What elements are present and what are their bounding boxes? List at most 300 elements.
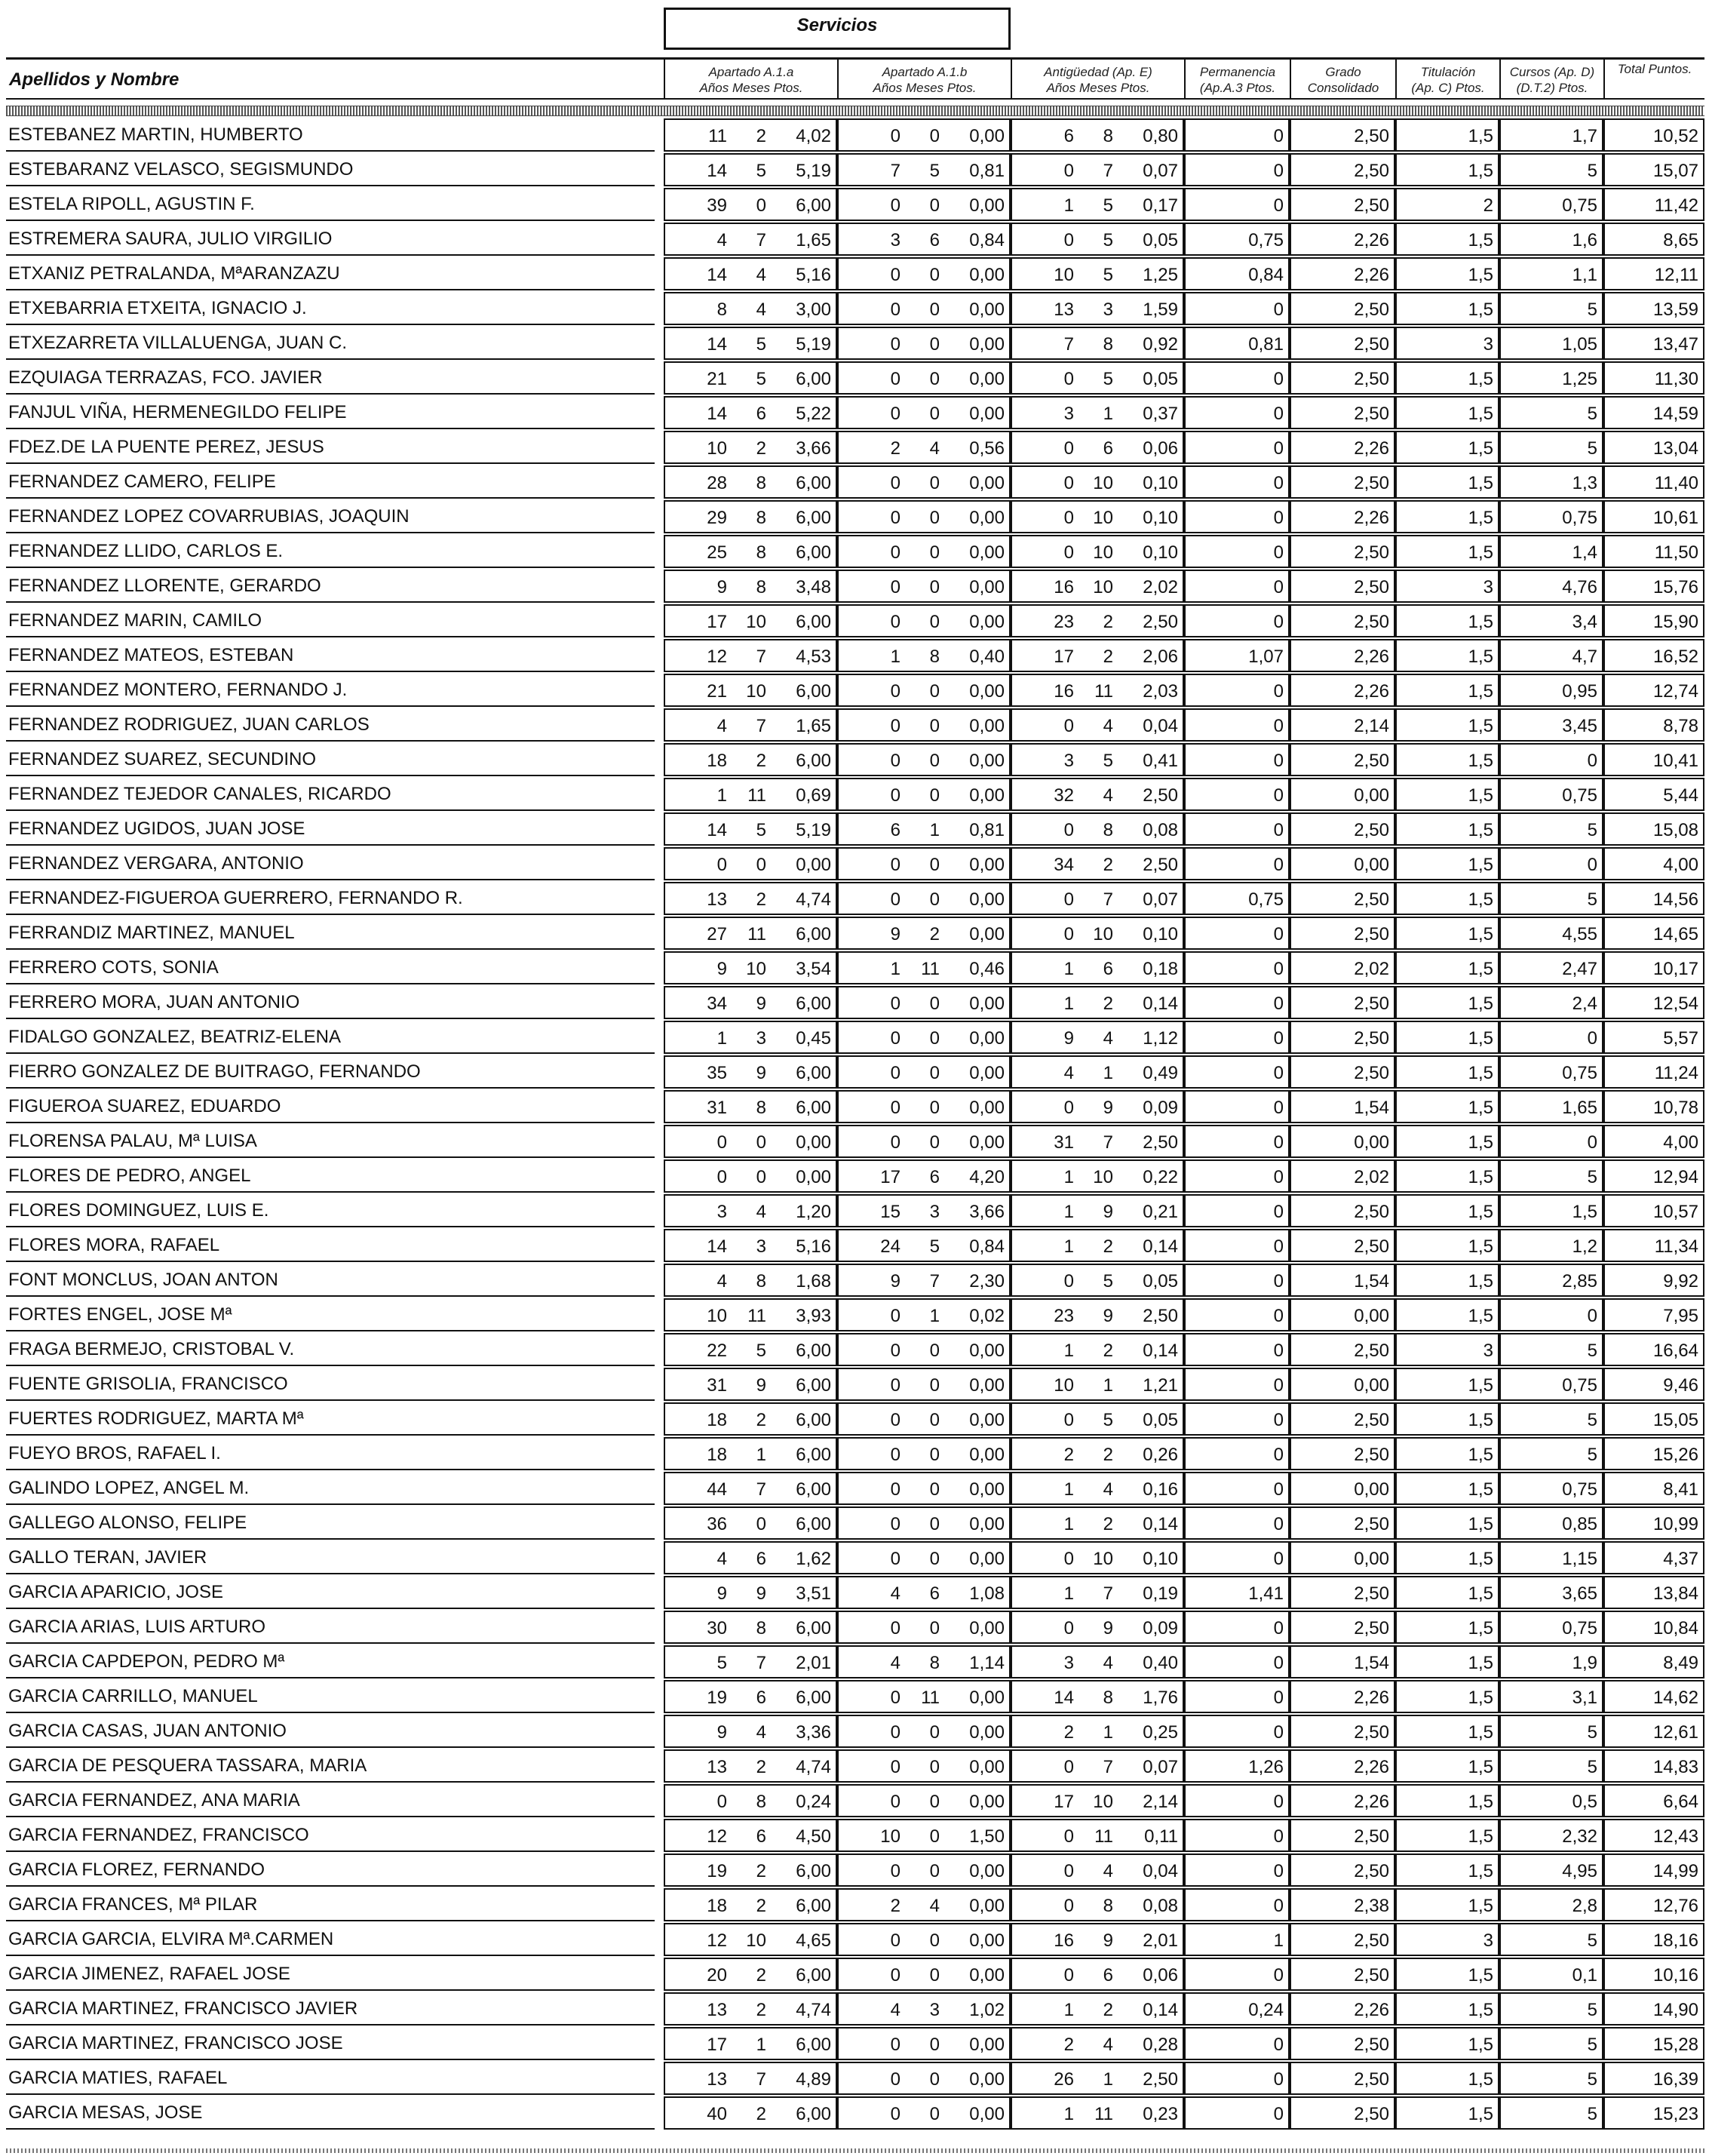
cell-apartado-a1a: [664, 223, 837, 256]
cell-permanencia: 0: [1184, 1194, 1290, 1227]
cell-apartado-a1a-years: 9: [716, 959, 727, 979]
cell-apartado-a1b: [837, 1749, 1011, 1783]
cell-apartado-a1b-months: 0: [929, 1514, 940, 1534]
header-antig-line1: Antigüedad (Ap. E): [1044, 64, 1152, 79]
cell-antiguedad-months: 5: [1103, 1271, 1113, 1291]
cell-cursos: 4,95: [1499, 1853, 1603, 1887]
cell-total: 5,57: [1603, 1021, 1704, 1054]
cell-apartado-a1a-months: 4: [756, 1722, 766, 1743]
cell-permanencia: 0: [1184, 604, 1290, 637]
cell-apartado-a1a-months: 2: [756, 889, 766, 910]
header-perm-line2: (Ap.A.3 Ptos.: [1199, 80, 1276, 95]
cell-antiguedad-points: 0,04: [1143, 716, 1178, 736]
cell-antiguedad: [1011, 1090, 1184, 1123]
cell-antiguedad-months: 2: [1103, 646, 1113, 667]
cell-apartado-a1a-years: 27: [707, 924, 727, 944]
cell-apartado-a1b: [837, 188, 1011, 221]
cell-apartado-a1a-months: 8: [756, 542, 766, 563]
cell-apartado-a1a-years: 13: [707, 1757, 727, 1777]
cell-apartado-a1b: [837, 1853, 1011, 1887]
cell-apartado-a1b-points: 0,00: [969, 1514, 1005, 1534]
cell-cursos: 1,6: [1499, 223, 1603, 256]
cell-antiguedad-points: 0,08: [1143, 820, 1178, 840]
cell-grado: 2,50: [1290, 2096, 1395, 2130]
cell-cursos: 2,32: [1499, 1819, 1603, 1852]
cell-apartado-a1b-points: 0,00: [969, 1965, 1005, 1986]
cell-total: 12,54: [1603, 986, 1704, 1019]
cell-total: 15,26: [1603, 1437, 1704, 1470]
cell-antiguedad-points: 0,07: [1143, 889, 1178, 910]
cell-antiguedad-years: 0: [1063, 473, 1074, 493]
header-separator: [6, 106, 1704, 116]
cell-antiguedad-months: 10: [1093, 577, 1113, 597]
cell-name: FERNANDEZ MARIN, CAMILO: [6, 604, 655, 637]
cell-apartado-a1a-months: 6: [756, 1826, 766, 1847]
cell-name: GARCIA MARTINEZ, FRANCISCO JOSE: [6, 2027, 655, 2060]
cell-cursos: 1,3: [1499, 465, 1603, 499]
cell-apartado-a1b-years: 0: [890, 508, 901, 528]
cell-apartado-a1a-years: 0: [716, 1167, 727, 1187]
cell-name: FERRANDIZ MARTINEZ, MANUEL: [6, 917, 655, 950]
cell-grado: 2,50: [1290, 1958, 1395, 1991]
cell-apartado-a1a: [664, 1611, 837, 1644]
cell-grado: 2,50: [1290, 743, 1395, 776]
cell-apartado-a1b-months: 1: [929, 1306, 940, 1326]
cell-antiguedad-years: 0: [1063, 438, 1074, 459]
cell-antiguedad-months: 2: [1103, 855, 1113, 875]
cell-apartado-a1b-months: 0: [929, 1930, 940, 1951]
cell-antiguedad-months: 5: [1103, 751, 1113, 771]
cell-antiguedad-years: 1: [1063, 195, 1074, 216]
cell-name: FONT MONCLUS, JOAN ANTON: [6, 1264, 655, 1297]
cell-total: 9,92: [1603, 1264, 1704, 1297]
cell-permanencia: 0: [1184, 1021, 1290, 1054]
cell-apartado-a1a-years: 18: [707, 1445, 727, 1465]
cell-apartado-a1b-points: 0,00: [969, 195, 1005, 216]
cell-apartado-a1a-points: 4,65: [796, 1930, 831, 1951]
cell-apartado-a1a-points: 6,00: [796, 1410, 831, 1430]
cell-name: GARCIA APARICIO, JOSE: [6, 1576, 655, 1609]
cell-cursos: 0,75: [1499, 778, 1603, 811]
cell-titulacion: 1,5: [1395, 1819, 1499, 1852]
cell-name: GARCIA MARTINEZ, FRANCISCO JAVIER: [6, 1992, 655, 2025]
cell-antiguedad: [1011, 674, 1184, 707]
cell-apartado-a1a-points: 3,00: [796, 299, 831, 320]
cell-antiguedad: [1011, 361, 1184, 395]
cell-permanencia: 0: [1184, 500, 1290, 533]
cell-apartado-a1b-years: 0: [890, 1028, 901, 1049]
cell-apartado-a1b: [837, 882, 1011, 915]
cell-grado: 2,50: [1290, 604, 1395, 637]
header-grado-line2: Consolidado: [1307, 80, 1379, 95]
cell-apartado-a1a-months: 0: [756, 1132, 766, 1153]
cell-antiguedad-points: 0,09: [1143, 1618, 1178, 1638]
cell-apartado-a1a: [664, 1090, 837, 1123]
cell-antiguedad-points: 0,07: [1143, 161, 1178, 181]
cell-grado: 2,26: [1290, 1749, 1395, 1783]
table-row: [6, 604, 1704, 637]
cell-antiguedad-years: 7: [1063, 334, 1074, 355]
cell-apartado-a1b-years: 0: [890, 1688, 901, 1708]
cell-apartado-a1a-points: 6,00: [796, 1618, 831, 1638]
cell-cursos: 0: [1499, 1021, 1603, 1054]
cell-antiguedad: [1011, 223, 1184, 256]
cell-antiguedad-years: 1: [1063, 1167, 1074, 1187]
cell-apartado-a1a-points: 3,36: [796, 1722, 831, 1743]
cell-grado: 2,50: [1290, 1576, 1395, 1609]
cell-apartado-a1a-years: 4: [716, 716, 727, 736]
cell-apartado-a1b: [837, 2027, 1011, 2060]
cell-permanencia: 0: [1184, 743, 1290, 776]
cell-apartado-a1b: [837, 570, 1011, 603]
cell-apartado-a1a: [664, 1298, 837, 1331]
cell-name: FLORES DOMINGUEZ, LUIS E.: [6, 1194, 655, 1227]
cell-apartado-a1a-months: 9: [756, 994, 766, 1014]
cell-apartado-a1b: [837, 1194, 1011, 1227]
table-row: [6, 292, 1704, 325]
cell-antiguedad-points: 0,07: [1143, 1757, 1178, 1777]
cell-name: FERRERO MORA, JUAN ANTONIO: [6, 986, 655, 1019]
cell-grado: 2,50: [1290, 1715, 1395, 1748]
cell-apartado-a1b-years: 0: [890, 1965, 901, 1986]
cell-apartado-a1a: [664, 292, 837, 325]
cell-apartado-a1b: [837, 1576, 1011, 1609]
cell-apartado-a1b: [837, 1402, 1011, 1436]
cell-apartado-a1b-points: 4,20: [969, 1167, 1005, 1187]
cell-apartado-a1a: [664, 639, 837, 672]
cell-apartado-a1b-years: 0: [890, 265, 901, 285]
cell-apartado-a1a-months: 7: [756, 1653, 766, 1673]
cell-apartado-a1a-points: 2,01: [796, 1653, 831, 1673]
cell-antiguedad-years: 0: [1063, 1618, 1074, 1638]
cell-apartado-a1a-points: 6,00: [796, 1063, 831, 1083]
cell-antiguedad-years: 13: [1054, 299, 1074, 320]
table-row: [6, 396, 1704, 429]
cell-apartado-a1a: [664, 1784, 837, 1817]
cell-apartado-a1a-months: 5: [756, 369, 766, 389]
cell-permanencia: 0: [1184, 1853, 1290, 1887]
table-row: [6, 570, 1704, 603]
cell-apartado-a1a: [664, 1055, 837, 1089]
cell-permanencia: 0: [1184, 1784, 1290, 1817]
cell-apartado-a1a: [664, 118, 837, 152]
cell-total: 15,76: [1603, 570, 1704, 603]
cell-antiguedad-years: 6: [1063, 126, 1074, 146]
cell-apartado-a1b-points: 0,00: [969, 577, 1005, 597]
cell-apartado-a1b-points: 0,00: [969, 751, 1005, 771]
header-a1b-line1: Apartado A.1.b: [882, 64, 968, 79]
cell-apartado-a1a: [664, 882, 837, 915]
cell-apartado-a1b-years: 0: [890, 195, 901, 216]
cell-apartado-a1a-points: 5,16: [796, 1236, 831, 1257]
cell-apartado-a1a-points: 5,16: [796, 265, 831, 285]
cell-antiguedad-points: 0,17: [1143, 195, 1178, 216]
cell-titulacion: 1,5: [1395, 1680, 1499, 1713]
cell-cursos: 1,2: [1499, 1229, 1603, 1262]
cell-apartado-a1b: [837, 535, 1011, 568]
cell-apartado-a1b-years: 0: [890, 1722, 901, 1743]
cell-antiguedad-points: 0,08: [1143, 1896, 1178, 1916]
cell-total: 10,16: [1603, 1958, 1704, 1991]
cell-antiguedad: [1011, 1333, 1184, 1366]
cell-antiguedad: [1011, 1749, 1184, 1783]
cell-apartado-a1a-years: 29: [707, 508, 727, 528]
cell-titulacion: 1,5: [1395, 223, 1499, 256]
cell-antiguedad-years: 2: [1063, 2035, 1074, 2055]
cell-total: 12,76: [1603, 1888, 1704, 1921]
cell-apartado-a1b-years: 1: [890, 646, 901, 667]
cell-cursos: 0,1: [1499, 1958, 1603, 1991]
cell-apartado-a1b-months: 0: [929, 1722, 940, 1743]
cell-name: FLORES DE PEDRO, ANGEL: [6, 1159, 655, 1193]
cell-apartado-a1a-years: 9: [716, 1722, 727, 1743]
cell-antiguedad-points: 0,18: [1143, 959, 1178, 979]
cell-antiguedad-points: 0,16: [1143, 1479, 1178, 1500]
cell-name: ETXEBARRIA ETXEITA, IGNACIO J.: [6, 292, 655, 325]
cell-apartado-a1a: [664, 1506, 837, 1540]
cell-antiguedad-points: 0,10: [1143, 542, 1178, 563]
cell-name: FERNANDEZ LLORENTE, GERARDO: [6, 570, 655, 603]
cell-apartado-a1b-years: 0: [890, 1861, 901, 1881]
cell-apartado-a1a-months: 11: [747, 785, 766, 806]
cell-antiguedad: [1011, 1264, 1184, 1297]
cell-apartado-a1a-months: 7: [756, 2069, 766, 2090]
cell-apartado-a1a: [664, 812, 837, 846]
cell-grado: 2,50: [1290, 396, 1395, 429]
cell-antiguedad-years: 0: [1063, 1549, 1074, 1569]
cell-permanencia: 0: [1184, 361, 1290, 395]
cell-apartado-a1b: [837, 708, 1011, 742]
cell-name: GARCIA FLOREZ, FERNANDO: [6, 1853, 655, 1887]
cell-antiguedad: [1011, 465, 1184, 499]
cell-antiguedad: [1011, 292, 1184, 325]
cell-cursos: 0,75: [1499, 1055, 1603, 1089]
cell-apartado-a1a: [664, 1021, 837, 1054]
cell-cursos: 0: [1499, 743, 1603, 776]
cell-antiguedad-points: 1,25: [1143, 265, 1178, 285]
cell-antiguedad-years: 4: [1063, 1063, 1074, 1083]
cell-grado: 2,26: [1290, 639, 1395, 672]
cell-apartado-a1b: [837, 743, 1011, 776]
cell-apartado-a1a-months: 10: [746, 1930, 766, 1951]
cell-apartado-a1a-points: 6,00: [796, 994, 831, 1014]
cell-cursos: 5: [1499, 812, 1603, 846]
cell-total: 15,05: [1603, 1402, 1704, 1436]
table-row: [6, 1819, 1704, 1852]
cell-apartado-a1a-months: 2: [756, 1965, 766, 1986]
cell-antiguedad: [1011, 327, 1184, 360]
cell-apartado-a1a-points: 1,68: [796, 1271, 831, 1291]
cell-antiguedad: [1011, 2027, 1184, 2060]
cell-antiguedad-years: 0: [1063, 1965, 1074, 1986]
cell-antiguedad-months: 11: [1094, 1826, 1113, 1847]
cell-grado: 2,14: [1290, 708, 1395, 742]
cell-cursos: 1,4: [1499, 535, 1603, 568]
cell-grado: 2,50: [1290, 465, 1395, 499]
cell-permanencia: 0: [1184, 1715, 1290, 1748]
cell-grado: 0,00: [1290, 1125, 1395, 1158]
cell-antiguedad-points: 0,40: [1143, 1653, 1178, 1673]
cell-grado: 1,54: [1290, 1090, 1395, 1123]
cell-apartado-a1b: [837, 674, 1011, 707]
table-row: [6, 1888, 1704, 1921]
cell-permanencia: 0: [1184, 1368, 1290, 1401]
cell-cursos: 5: [1499, 1715, 1603, 1748]
cell-antiguedad-years: 1: [1063, 2104, 1074, 2124]
cell-apartado-a1b-months: 0: [929, 1792, 940, 1812]
cell-apartado-a1b-years: 0: [890, 855, 901, 875]
cell-titulacion: 1,5: [1395, 1749, 1499, 1783]
cell-apartado-a1b-months: 7: [929, 1271, 940, 1291]
cell-apartado-a1b-years: 4: [890, 1653, 901, 1673]
cell-antiguedad-points: 2,50: [1143, 1132, 1178, 1153]
cell-apartado-a1b-months: 0: [929, 369, 940, 389]
table-row: [6, 882, 1704, 915]
table-row: [6, 1055, 1704, 1089]
cell-apartado-a1b-points: 0,00: [969, 1479, 1005, 1500]
cell-apartado-a1b-years: 0: [890, 2069, 901, 2090]
cell-apartado-a1b-points: 0,00: [969, 716, 1005, 736]
cell-titulacion: 1,5: [1395, 257, 1499, 290]
cell-total: 14,56: [1603, 882, 1704, 915]
cell-name: ESTELA RIPOLL, AGUSTIN F.: [6, 188, 655, 221]
cell-apartado-a1a-months: 0: [756, 1167, 766, 1187]
cell-apartado-a1a-months: 7: [756, 230, 766, 250]
cell-antiguedad-years: 26: [1054, 2069, 1074, 2090]
cell-antiguedad: [1011, 188, 1184, 221]
cell-apartado-a1a-years: 44: [707, 1479, 727, 1500]
cell-apartado-a1a-years: 14: [707, 404, 727, 424]
cell-apartado-a1b: [837, 917, 1011, 950]
cell-apartado-a1b-months: 0: [929, 1757, 940, 1777]
cell-apartado-a1a-months: 0: [756, 1514, 766, 1534]
cell-apartado-a1b-years: 0: [890, 1618, 901, 1638]
cell-antiguedad-years: 17: [1054, 646, 1074, 667]
cell-antiguedad-months: 7: [1103, 1583, 1113, 1604]
cell-total: 10,41: [1603, 743, 1704, 776]
cell-antiguedad-years: 1: [1063, 959, 1074, 979]
cell-antiguedad-years: 2: [1063, 1445, 1074, 1465]
cell-apartado-a1a-months: 2: [756, 751, 766, 771]
cell-apartado-a1a-months: 2: [756, 1896, 766, 1916]
cell-apartado-a1b: [837, 431, 1011, 464]
cell-apartado-a1a: [664, 1402, 837, 1436]
table-row: [6, 2027, 1704, 2060]
cell-antiguedad-years: 0: [1063, 1410, 1074, 1430]
cell-name: FLORENSA PALAU, Mª LUISA: [6, 1125, 655, 1158]
cell-cursos: 5: [1499, 292, 1603, 325]
cell-antiguedad-years: 1: [1063, 1341, 1074, 1361]
cell-permanencia: 1,07: [1184, 639, 1290, 672]
cell-apartado-a1a-years: 11: [708, 126, 727, 146]
cell-cursos: 0,5: [1499, 1784, 1603, 1817]
table-row: [6, 1992, 1704, 2025]
cell-apartado-a1a-points: 6,00: [796, 542, 831, 563]
cell-apartado-a1b-points: 0,84: [969, 1236, 1005, 1257]
cell-total: 16,39: [1603, 2062, 1704, 2095]
cell-grado: 2,26: [1290, 1992, 1395, 2025]
cell-name: FANJUL VIÑA, HERMENEGILDO FELIPE: [6, 396, 655, 429]
cell-apartado-a1a-months: 0: [756, 855, 766, 875]
cell-apartado-a1a-years: 36: [707, 1514, 727, 1534]
cell-name: FUEYO BROS, RAFAEL I.: [6, 1437, 655, 1470]
cell-titulacion: 3: [1395, 570, 1499, 603]
cell-apartado-a1a-months: 9: [756, 1583, 766, 1604]
cell-apartado-a1b-years: 0: [890, 1410, 901, 1430]
cell-cursos: 3,4: [1499, 604, 1603, 637]
cell-cursos: 4,7: [1499, 639, 1603, 672]
cell-apartado-a1a-months: 7: [756, 716, 766, 736]
cell-apartado-a1b: [837, 1819, 1011, 1852]
cell-apartado-a1b-months: 0: [929, 265, 940, 285]
table-row: [6, 153, 1704, 186]
table-row: [6, 812, 1704, 846]
table-body: [6, 118, 1704, 2131]
cell-total: 10,99: [1603, 1506, 1704, 1540]
cell-titulacion: 1,5: [1395, 882, 1499, 915]
cell-titulacion: 1,5: [1395, 1021, 1499, 1054]
cell-apartado-a1a-points: 6,00: [796, 369, 831, 389]
cell-grado: 2,02: [1290, 1159, 1395, 1193]
table-row: [6, 1645, 1704, 1678]
cell-antiguedad-months: 10: [1093, 508, 1113, 528]
cell-antiguedad: [1011, 1506, 1184, 1540]
cell-antiguedad-points: 0,14: [1143, 1341, 1178, 1361]
cell-name: GALINDO LOPEZ, ANGEL M.: [6, 1472, 655, 1505]
cell-grado: 2,26: [1290, 674, 1395, 707]
cell-antiguedad-years: 16: [1054, 681, 1074, 702]
cell-antiguedad: [1011, 396, 1184, 429]
cell-apartado-a1b: [837, 1125, 1011, 1158]
cell-apartado-a1b-years: 0: [890, 2035, 901, 2055]
cell-antiguedad-years: 1: [1063, 1514, 1074, 1534]
cell-antiguedad: [1011, 1888, 1184, 1921]
cell-total: 8,41: [1603, 1472, 1704, 1505]
cell-antiguedad-months: 1: [1103, 2069, 1113, 2090]
cell-antiguedad: [1011, 1611, 1184, 1644]
cell-antiguedad-months: 7: [1103, 161, 1113, 181]
cell-antiguedad-months: 2: [1103, 1445, 1113, 1465]
cell-apartado-a1b-years: 0: [890, 1930, 901, 1951]
cell-apartado-a1a: [664, 743, 837, 776]
cell-name: FUENTE GRISOLIA, FRANCISCO: [6, 1368, 655, 1401]
cell-permanencia: 0: [1184, 1090, 1290, 1123]
cell-apartado-a1b-points: 0,00: [969, 126, 1005, 146]
header-apartado-a1b: [837, 60, 1011, 100]
cell-total: 13,47: [1603, 327, 1704, 360]
cell-apartado-a1a-years: 1: [716, 785, 727, 806]
cell-apartado-a1a-points: 6,00: [796, 1341, 831, 1361]
cell-grado: 0,00: [1290, 1472, 1395, 1505]
table-row: [6, 1090, 1704, 1123]
cell-apartado-a1a-months: 4: [756, 265, 766, 285]
cell-apartado-a1b-years: 0: [890, 1375, 901, 1396]
cell-antiguedad: [1011, 812, 1184, 846]
cell-antiguedad: [1011, 1819, 1184, 1852]
cell-antiguedad-months: 1: [1103, 404, 1113, 424]
cell-apartado-a1b: [837, 396, 1011, 429]
cell-apartado-a1b-months: 0: [929, 1549, 940, 1569]
cell-cursos: 5: [1499, 1333, 1603, 1366]
cell-apartado-a1b: [837, 951, 1011, 984]
cell-grado: 2,50: [1290, 1021, 1395, 1054]
cell-antiguedad: [1011, 2096, 1184, 2130]
cell-antiguedad-years: 3: [1063, 404, 1074, 424]
cell-titulacion: 1,5: [1395, 1402, 1499, 1436]
cell-titulacion: 1,5: [1395, 153, 1499, 186]
table-row: [6, 2062, 1704, 2095]
cell-titulacion: 1,5: [1395, 708, 1499, 742]
